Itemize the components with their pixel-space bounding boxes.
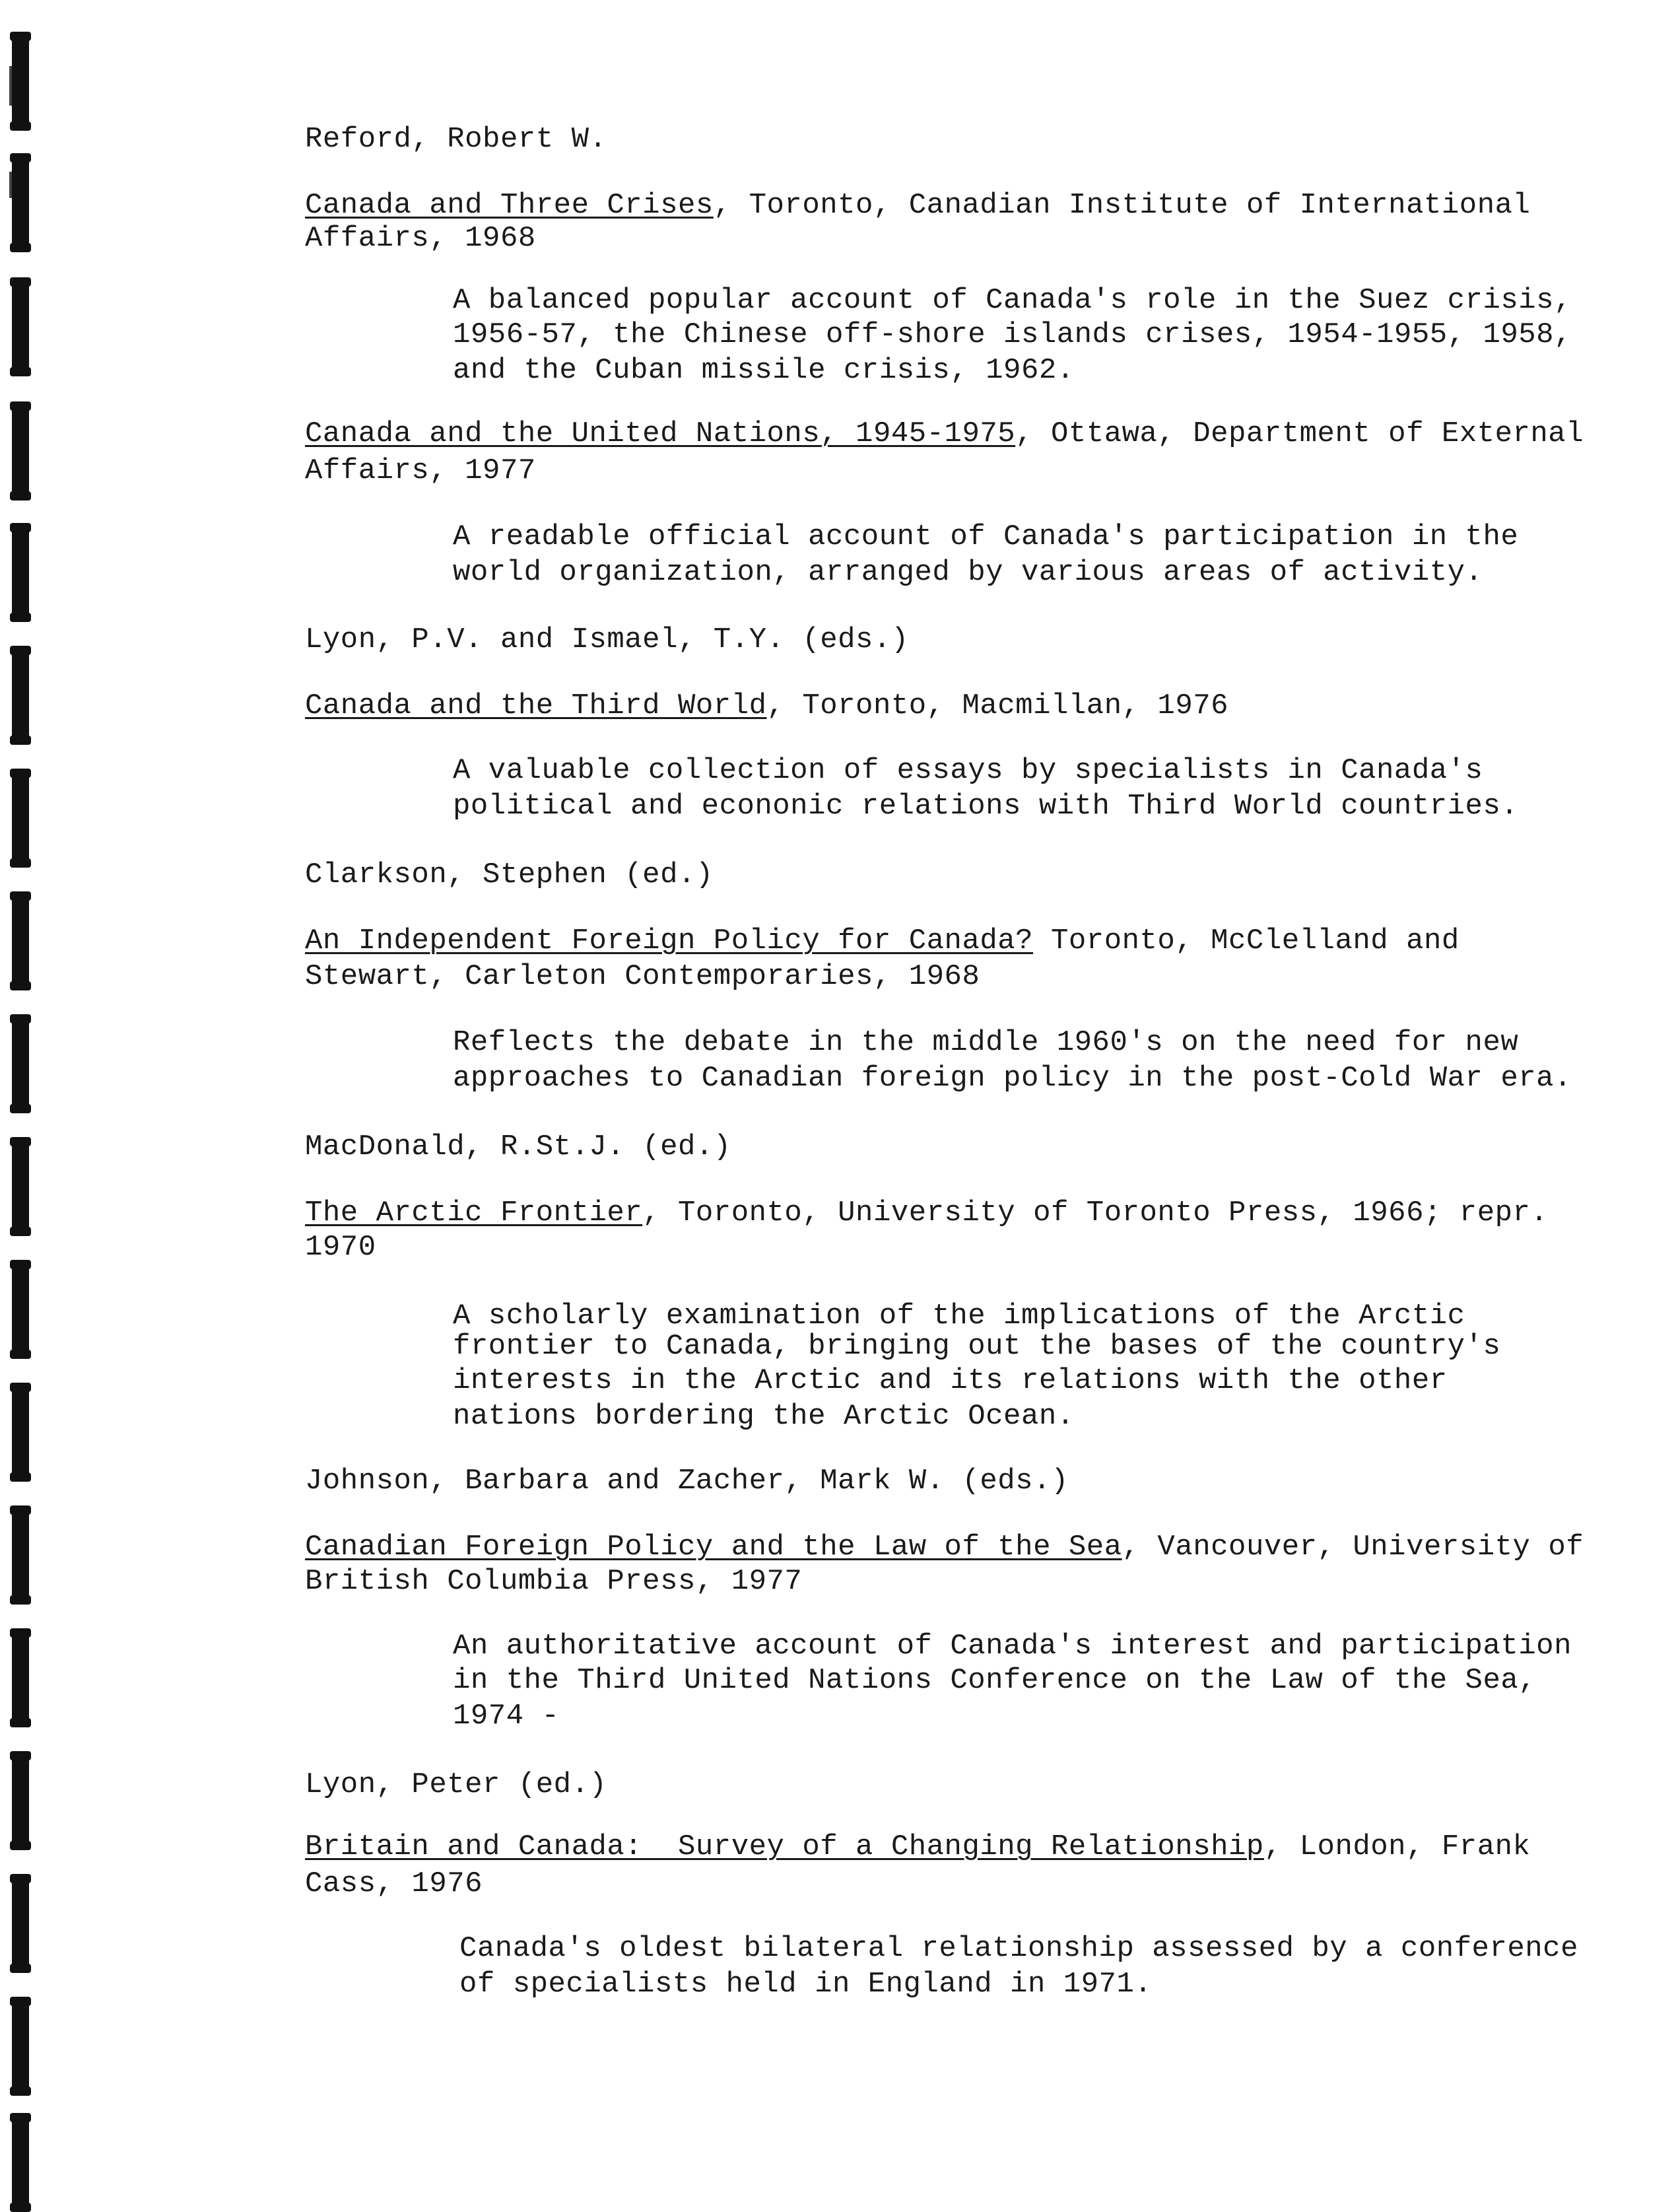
entry-publisher: , Toronto, University of Toronto Press, 1966; repr. bbox=[642, 1196, 1549, 1229]
edge-mark bbox=[9, 66, 12, 106]
entry-annotation-line: in the Third United Nations Conference on the Law of the Sea, bbox=[453, 1664, 1537, 1697]
entry-author: Clarkson, Stephen (ed.) bbox=[305, 858, 714, 891]
entry-annotation-line: 1974 - bbox=[453, 1700, 560, 1733]
binder-hole bbox=[12, 1628, 29, 1727]
binder-holes bbox=[9, 0, 36, 2193]
binder-hole bbox=[12, 1014, 29, 1113]
entry-annotation-line: and the Cuban missile crisis, 1962. bbox=[453, 354, 1075, 387]
entry-publisher: Toronto, McClelland and bbox=[1033, 924, 1460, 957]
entry-citation bbox=[305, 688, 1228, 724]
entry-author: MacDonald, R.St.J. (ed.) bbox=[305, 1130, 731, 1163]
entry-annotation-line: interests in the Arctic and its relations with the other bbox=[453, 1364, 1448, 1397]
entry-citation-line2: Affairs, 1968 bbox=[305, 222, 536, 255]
entry-citation-line2: 1970 bbox=[305, 1231, 376, 1264]
binder-hole bbox=[12, 401, 29, 501]
entry-annotation-line: Canada's oldest bilateral relationship assessed by a conference bbox=[459, 1932, 1578, 1965]
entry-citation bbox=[305, 188, 1530, 223]
entry-author: Lyon, Peter (ed.) bbox=[305, 1768, 607, 1801]
entry-annotation-line: Reflects the debate in the middle 1960's on the need for new bbox=[453, 1026, 1519, 1059]
entry-annotation-line: An authoritative account of Canada's interest and participation bbox=[453, 1630, 1572, 1663]
binder-hole bbox=[12, 1997, 29, 2096]
entry-annotation-line: nations bordering the Arctic Ocean. bbox=[453, 1400, 1075, 1433]
edge-mark bbox=[9, 172, 12, 198]
binder-hole bbox=[12, 891, 29, 990]
entry-publisher: , London, Frank bbox=[1263, 1830, 1531, 1863]
binder-hole bbox=[12, 769, 29, 868]
binder-hole bbox=[12, 523, 29, 622]
entry-annotation-line: 1956-57, the Chinese off-shore islands crises, 1954-1955, 1958, bbox=[453, 318, 1572, 351]
entry-publisher: , Vancouver, University of bbox=[1122, 1531, 1584, 1564]
binder-hole bbox=[12, 1383, 29, 1482]
entry-citation-line2: British Columbia Press, 1977 bbox=[305, 1565, 803, 1598]
binder-hole bbox=[12, 1260, 29, 1359]
entry-title: Canada and the United Nations, 1945-1975 bbox=[305, 417, 1016, 450]
entry-title: Britain and Canada: Survey of a Changing Relationship bbox=[305, 1830, 1264, 1863]
binder-hole bbox=[12, 32, 29, 131]
binder-hole bbox=[12, 277, 29, 376]
entry-annotation-line: approaches to Canadian foreign policy in the post-Cold War era. bbox=[453, 1062, 1572, 1095]
entry-annotation-line: A valuable collection of essays by specialists in Canada's bbox=[453, 754, 1483, 787]
entry-title: Canada and the Third World bbox=[305, 689, 767, 722]
entry-annotation-line: A scholarly examination of the implications of the Arctic bbox=[453, 1299, 1465, 1332]
entry-annotation-line: A balanced popular account of Canada's role in the Suez crisis, bbox=[453, 284, 1572, 317]
binder-hole bbox=[12, 1751, 29, 1850]
entry-author: Reford, Robert W. bbox=[305, 123, 607, 156]
entry-author: Lyon, P.V. and Ismael, T.Y. (eds.) bbox=[305, 623, 909, 656]
binder-hole bbox=[12, 1505, 29, 1605]
entry-citation bbox=[305, 416, 1584, 452]
entry-publisher: , Toronto, Canadian Institute of International bbox=[713, 189, 1531, 222]
binder-hole bbox=[12, 1874, 29, 1973]
entry-citation-line2: Stewart, Carleton Contemporaries, 1968 bbox=[305, 960, 980, 993]
entry-citation bbox=[305, 923, 1460, 959]
binder-hole bbox=[12, 2113, 29, 2212]
entry-publisher: , Toronto, Macmillan, 1976 bbox=[766, 689, 1229, 722]
binder-hole bbox=[12, 153, 29, 252]
entry-annotation-line: political and econonic relations with Third World countries. bbox=[453, 790, 1519, 823]
entry-citation bbox=[305, 1195, 1548, 1231]
entry-citation-line2: Cass, 1976 bbox=[305, 1867, 483, 1900]
entry-publisher: , Ottawa, Department of External bbox=[1015, 417, 1584, 450]
entry-annotation-line: A readable official account of Canada's participation in the bbox=[453, 520, 1519, 553]
entry-title: An Independent Foreign Policy for Canada? bbox=[305, 924, 1034, 957]
entry-annotation-line: world organization, arranged by various areas of activity. bbox=[453, 556, 1483, 589]
entry-title: Canadian Foreign Policy and the Law of the Sea bbox=[305, 1531, 1122, 1564]
binder-hole bbox=[12, 1137, 29, 1236]
entry-title: Canada and Three Crises bbox=[305, 189, 714, 222]
entry-citation bbox=[305, 1829, 1530, 1865]
entry-citation bbox=[305, 1529, 1584, 1565]
binder-hole bbox=[12, 646, 29, 745]
entry-citation-line2: Affairs, 1977 bbox=[305, 454, 536, 487]
entry-annotation-line: frontier to Canada, bringing out the bases of the country's bbox=[453, 1330, 1501, 1363]
entry-annotation-line: of specialists held in England in 1971. bbox=[459, 1968, 1153, 2001]
entry-author: Johnson, Barbara and Zacher, Mark W. (eds.) bbox=[305, 1465, 1069, 1498]
entry-title: The Arctic Frontier bbox=[305, 1196, 643, 1229]
